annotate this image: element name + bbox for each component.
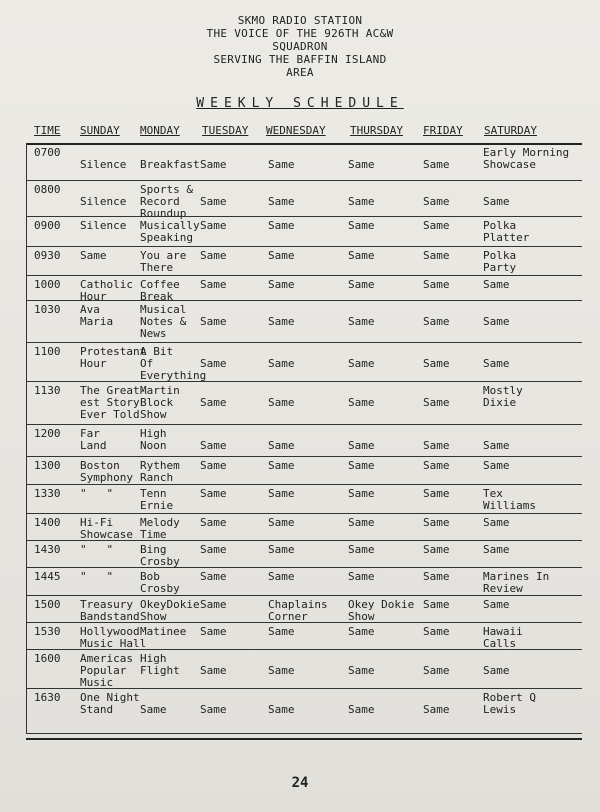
- cell-time: 1400: [34, 516, 61, 529]
- cell-tuesday: Same: [200, 278, 227, 291]
- cell-friday: Same: [423, 278, 450, 291]
- row-separator: [26, 275, 582, 276]
- cell-wednesday: Same: [268, 357, 295, 370]
- row-separator: [26, 733, 582, 734]
- row-separator: [26, 595, 582, 596]
- cell-saturday: Same: [483, 598, 510, 611]
- cell-monday: Coffee Break: [140, 278, 180, 303]
- cell-friday: Same: [423, 195, 450, 208]
- cell-friday: Same: [423, 703, 450, 716]
- cell-friday: Same: [423, 249, 450, 262]
- cell-thursday: Same: [348, 158, 375, 171]
- cell-tuesday: Same: [200, 195, 227, 208]
- cell-saturday: Same: [483, 439, 510, 452]
- cell-time: 1200: [34, 427, 61, 440]
- cell-friday: Same: [423, 219, 450, 232]
- cell-saturday: Hawaii Calls: [483, 625, 523, 650]
- cell-sunday: Protestant Hour: [80, 345, 147, 370]
- cell-time: 1445: [34, 570, 61, 583]
- cell-time: 0930: [34, 249, 61, 262]
- cell-wednesday: Same: [268, 158, 295, 171]
- cell-monday: High Noon: [140, 427, 167, 452]
- cell-tuesday: Same: [200, 664, 227, 677]
- cell-monday: Rythem Ranch: [140, 459, 180, 484]
- cell-friday: Same: [423, 543, 450, 556]
- cell-friday: Same: [423, 598, 450, 611]
- cell-time: 1500: [34, 598, 61, 611]
- cell-wednesday: Same: [268, 703, 295, 716]
- cell-wednesday: Same: [268, 487, 295, 500]
- cell-thursday: Same: [348, 543, 375, 556]
- cell-thursday: Same: [348, 703, 375, 716]
- cell-monday: Tenn Ernie: [140, 487, 174, 512]
- cell-monday: Musical Notes & News: [140, 303, 187, 340]
- cell-thursday: Same: [348, 439, 375, 452]
- cell-sunday: " ": [80, 487, 114, 500]
- cell-thursday: Same: [348, 315, 375, 328]
- page-number: 24: [291, 775, 309, 791]
- cell-time: 1600: [34, 652, 61, 665]
- cell-friday: Same: [423, 357, 450, 370]
- cell-wednesday: Same: [268, 219, 295, 232]
- cell-thursday: Same: [348, 459, 375, 472]
- cell-saturday: Early Morning Showcase: [483, 146, 570, 171]
- cell-thursday: Same: [348, 570, 375, 583]
- cell-monday: Matinee: [140, 625, 187, 638]
- row-separator: [26, 484, 582, 485]
- cell-sunday: Hollywood Music Hall: [80, 625, 147, 650]
- cell-sunday: Silence: [80, 158, 127, 171]
- cell-wednesday: Same: [268, 516, 295, 529]
- header-line-4: SERVING THE BAFFIN ISLAND: [213, 53, 387, 66]
- column-header-time: TIME: [34, 124, 61, 137]
- cell-saturday: Same: [483, 516, 510, 529]
- cell-saturday: Same: [483, 664, 510, 677]
- column-header-friday: FRIDAY: [423, 124, 463, 137]
- cell-saturday: Same: [483, 278, 510, 291]
- cell-time: 0800: [34, 183, 61, 196]
- cell-friday: Same: [423, 439, 450, 452]
- cell-sunday: Boston Symphony: [80, 459, 133, 484]
- cell-sunday: " ": [80, 570, 114, 583]
- schedule-title: WEEKLY SCHEDULE: [196, 96, 404, 111]
- cell-friday: Same: [423, 516, 450, 529]
- cell-tuesday: Same: [200, 703, 227, 716]
- cell-time: 1030: [34, 303, 61, 316]
- row-separator: [26, 540, 582, 541]
- cell-saturday: Same: [483, 357, 510, 370]
- cell-tuesday: Same: [200, 598, 227, 611]
- row-separator: [26, 513, 582, 514]
- cell-tuesday: Same: [200, 396, 227, 409]
- cell-friday: Same: [423, 487, 450, 500]
- cell-thursday: Same: [348, 396, 375, 409]
- cell-monday: Bob Crosby: [140, 570, 180, 595]
- station-header: [0, 14, 600, 79]
- row-separator: [26, 649, 582, 650]
- cell-sunday: Hi-Fi Showcase: [80, 516, 133, 541]
- cell-wednesday: Same: [268, 315, 295, 328]
- cell-thursday: Same: [348, 357, 375, 370]
- cell-time: 1100: [34, 345, 61, 358]
- cell-sunday: Ava Maria: [80, 303, 114, 328]
- cell-thursday: Same: [348, 219, 375, 232]
- cell-tuesday: Same: [200, 315, 227, 328]
- cell-wednesday: Same: [268, 570, 295, 583]
- cell-friday: Same: [423, 570, 450, 583]
- cell-saturday: Tex Williams: [483, 487, 536, 512]
- row-separator: [26, 246, 582, 247]
- cell-wednesday: Same: [268, 625, 295, 638]
- cell-friday: Same: [423, 315, 450, 328]
- cell-time: 1130: [34, 384, 61, 397]
- cell-tuesday: Same: [200, 439, 227, 452]
- cell-tuesday: Same: [200, 487, 227, 500]
- column-header-saturday: SATURDAY: [484, 124, 537, 137]
- cell-wednesday: Same: [268, 249, 295, 262]
- cell-monday: Melody Time: [140, 516, 180, 541]
- cell-thursday: Same: [348, 249, 375, 262]
- cell-saturday: Same: [483, 315, 510, 328]
- cell-monday: Same: [140, 703, 167, 716]
- cell-tuesday: Same: [200, 249, 227, 262]
- cell-wednesday: Same: [268, 278, 295, 291]
- cell-sunday: Treasury Bandstand: [80, 598, 140, 623]
- table-left-border: [26, 143, 27, 733]
- column-header-wednesday: WEDNESDAY: [266, 124, 326, 137]
- cell-tuesday: Same: [200, 543, 227, 556]
- row-separator: [26, 381, 582, 382]
- cell-monday: A Bit Of Everything: [140, 345, 207, 382]
- cell-monday: Musically Speaking: [140, 219, 200, 244]
- cell-time: 1330: [34, 487, 61, 500]
- cell-wednesday: Chaplains Corner: [268, 598, 328, 623]
- cell-monday: Martin Block Show: [140, 384, 180, 421]
- column-header-monday: MONDAY: [140, 124, 180, 137]
- cell-friday: Same: [423, 664, 450, 677]
- row-separator: [26, 342, 582, 343]
- cell-time: 1430: [34, 543, 61, 556]
- cell-wednesday: Same: [268, 195, 295, 208]
- row-separator: [26, 622, 582, 623]
- header-line-3: SQUADRON: [272, 40, 328, 53]
- table-top-rule: [26, 143, 582, 145]
- row-separator: [26, 424, 582, 425]
- cell-sunday: Same: [80, 249, 107, 262]
- row-separator: [26, 300, 582, 301]
- cell-saturday: Mostly Dixie: [483, 384, 523, 409]
- cell-time: 1300: [34, 459, 61, 472]
- cell-tuesday: Same: [200, 158, 227, 171]
- header-line-5: AREA: [286, 66, 314, 79]
- cell-monday: Sports & Record Roundup: [140, 183, 193, 220]
- cell-sunday: The Great- est Story Ever Told: [80, 384, 147, 421]
- cell-saturday: Robert Q Lewis: [483, 691, 536, 716]
- table-bottom-rule: [26, 738, 582, 740]
- cell-tuesday: Same: [200, 459, 227, 472]
- cell-sunday: Silence: [80, 219, 127, 232]
- cell-thursday: Same: [348, 487, 375, 500]
- cell-sunday: Silence: [80, 195, 127, 208]
- cell-wednesday: Same: [268, 396, 295, 409]
- cell-monday: OkeyDokie Show: [140, 598, 200, 623]
- column-header-sunday: SUNDAY: [80, 124, 120, 137]
- cell-sunday: " ": [80, 543, 114, 556]
- cell-thursday: Same: [348, 195, 375, 208]
- header-line-2: THE VOICE OF THE 926TH AC&W: [206, 27, 394, 40]
- cell-friday: Same: [423, 625, 450, 638]
- cell-monday: Breakfast: [140, 158, 200, 171]
- cell-sunday: One Night Stand: [80, 691, 140, 716]
- cell-monday: You are There: [140, 249, 187, 274]
- cell-saturday: Polka Platter: [483, 219, 530, 244]
- cell-saturday: Same: [483, 459, 510, 472]
- row-separator: [26, 216, 582, 217]
- cell-thursday: Same: [348, 278, 375, 291]
- header-line-1: SKMO RADIO STATION: [237, 14, 363, 27]
- cell-friday: Same: [423, 158, 450, 171]
- cell-time: 0700: [34, 146, 61, 159]
- column-header-thursday: THURSDAY: [350, 124, 403, 137]
- cell-saturday: Same: [483, 543, 510, 556]
- cell-thursday: Same: [348, 516, 375, 529]
- cell-sunday: Catholic Hour: [80, 278, 133, 303]
- cell-monday: High Flight: [140, 652, 180, 677]
- cell-wednesday: Same: [268, 459, 295, 472]
- row-separator: [26, 567, 582, 568]
- cell-tuesday: Same: [200, 570, 227, 583]
- cell-wednesday: Same: [268, 543, 295, 556]
- cell-saturday: Marines In Review: [483, 570, 550, 595]
- row-separator: [26, 456, 582, 457]
- cell-thursday: Same: [348, 664, 375, 677]
- cell-sunday: Americas Popular Music: [80, 652, 133, 689]
- cell-saturday: Same: [483, 195, 510, 208]
- cell-sunday: Far Land: [80, 427, 107, 452]
- cell-thursday: Same: [348, 625, 375, 638]
- cell-time: 1000: [34, 278, 61, 291]
- cell-tuesday: Same: [200, 357, 227, 370]
- cell-friday: Same: [423, 459, 450, 472]
- cell-tuesday: Same: [200, 516, 227, 529]
- cell-time: 1530: [34, 625, 61, 638]
- row-separator: [26, 180, 582, 181]
- cell-tuesday: Same: [200, 625, 227, 638]
- cell-tuesday: Same: [200, 219, 227, 232]
- cell-wednesday: Same: [268, 664, 295, 677]
- cell-friday: Same: [423, 396, 450, 409]
- cell-monday: Bing Crosby: [140, 543, 180, 568]
- cell-time: 1630: [34, 691, 61, 704]
- column-header-tuesday: TUESDAY: [202, 124, 249, 137]
- cell-time: 0900: [34, 219, 61, 232]
- cell-thursday: Okey Dokie Show: [348, 598, 415, 623]
- cell-saturday: Polka Party: [483, 249, 517, 274]
- row-separator: [26, 688, 582, 689]
- cell-wednesday: Same: [268, 439, 295, 452]
